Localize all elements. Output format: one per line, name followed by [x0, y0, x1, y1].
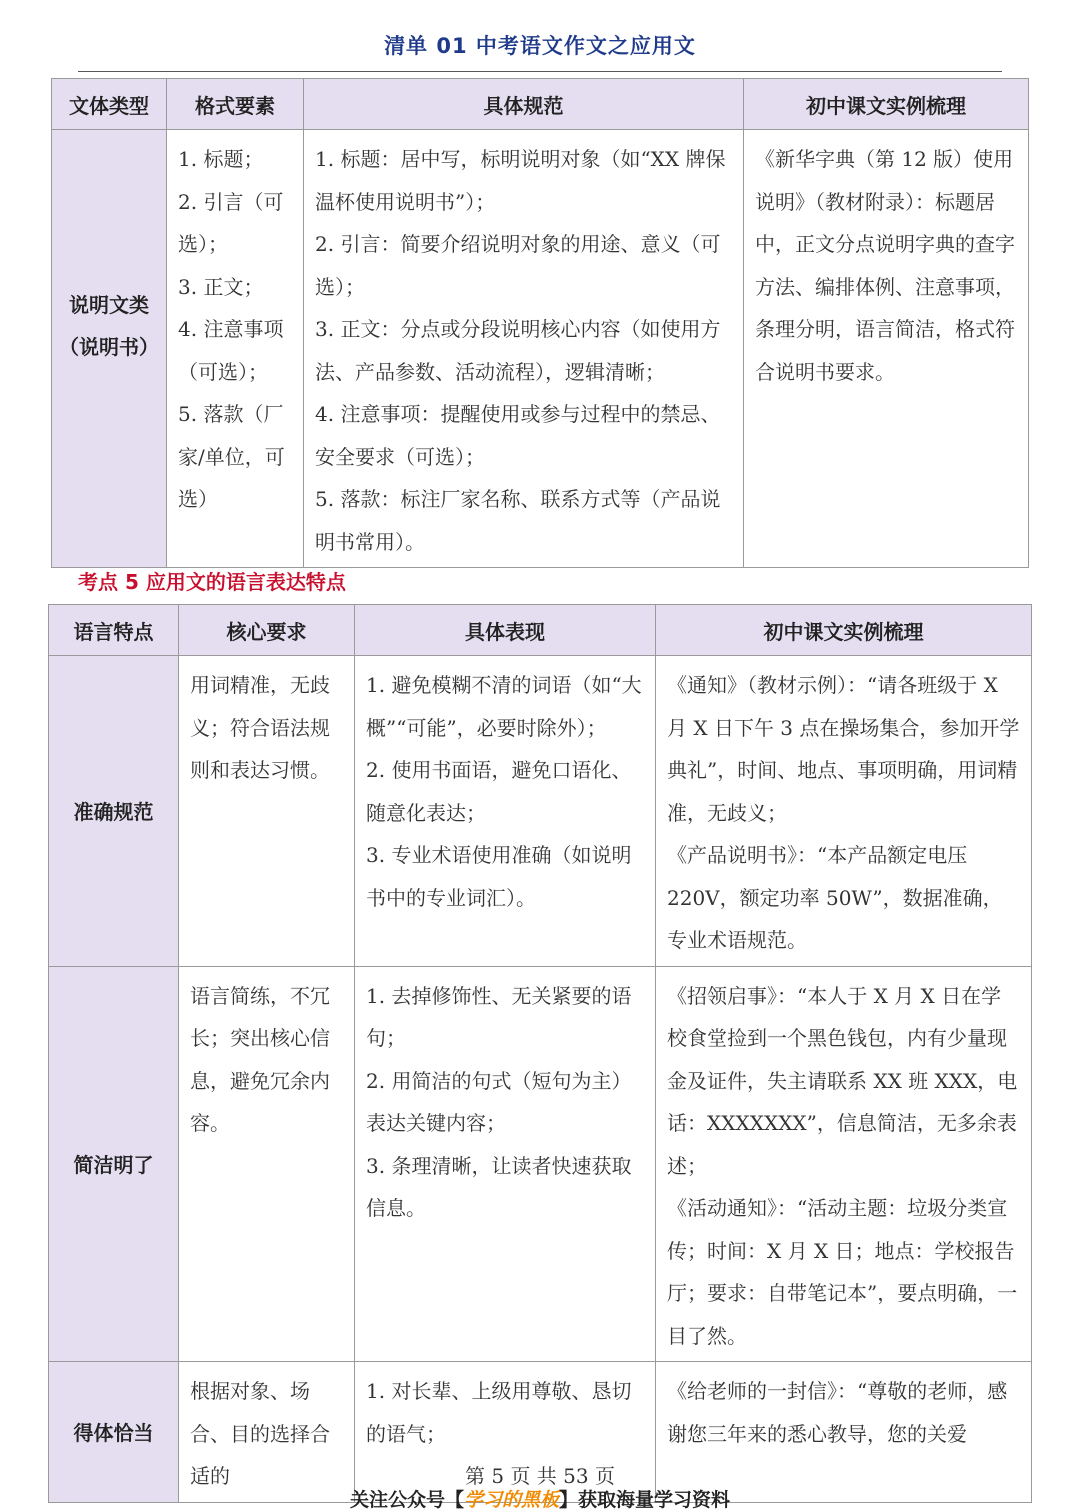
example-text: 《给老师的一封信》：“尊敬的老师，感谢您三年来的悉心教导，您的关爱: [667, 1379, 1008, 1446]
page-number: 第 5 页 共 53 页: [465, 1464, 615, 1488]
slogan-suffix: 】获取海量学习资料: [559, 1489, 731, 1511]
feature-cell: 简洁明了: [49, 966, 179, 1362]
list-item: 1. 标题：居中写，标明说明对象（如“XX 牌保温杯使用说明书”）；: [315, 147, 726, 214]
format-table: [51, 78, 1029, 568]
text-type-cell: 说明文类（说明书）: [52, 130, 167, 568]
column-header: 具体规范: [304, 79, 744, 130]
specification-cell: [304, 130, 744, 568]
example-cell: [744, 130, 1029, 568]
column-header: 初中课文实例梳理: [744, 79, 1029, 130]
list-item: 3. 专业术语使用准确（如说明书中的专业词汇）。: [366, 843, 632, 910]
list-item: 5. 落款：标注厂家名称、联系方式等（产品说明书常用）。: [315, 487, 721, 554]
table-header-row: [49, 605, 1032, 656]
account-logo: 学习的黑板: [463, 1489, 559, 1511]
list-item: 3. 条理清晰，让读者快速获取信息。: [366, 1153, 632, 1220]
column-header: 具体表现: [355, 605, 656, 656]
column-header: 文体类型: [52, 79, 167, 130]
list-item: 4. 注意事项：提醒使用或参与过程中的禁忌、安全要求（可选）；: [315, 402, 721, 469]
example-text: 《产品说明书》：“本产品额定电压 220V，额定功率 50W”，数据准确，专业术语规范。: [667, 843, 1003, 952]
list-item: 2. 使用书面语，避免口语化、随意化表达；: [366, 758, 632, 825]
feature-cell: 准确规范: [49, 656, 179, 967]
language-features-table: [48, 604, 1032, 1503]
examples-cell: [656, 966, 1032, 1362]
list-item: 2. 引言：简要介绍说明对象的用途、意义（可选）；: [315, 232, 721, 299]
format-elements-cell: [167, 130, 304, 568]
example-text: 《活动通知》：“活动主题：垃圾分类宣传；时间：X 月 X 日；地点：学校报告厅；要求：自带笔记本”，要点明确，一目了然。: [667, 1196, 1018, 1348]
column-header: 核心要求: [179, 605, 355, 656]
details-cell: [355, 656, 656, 967]
examples-cell: [656, 656, 1032, 967]
list-item: 3. 正文；: [178, 274, 264, 299]
list-item: 3. 正文：分点或分段说明核心内容（如使用方法、产品参数、活动流程），逻辑清晰；: [315, 317, 721, 384]
list-item: 5. 落款（厂家/单位，可选）: [178, 402, 285, 511]
details-cell: [355, 966, 656, 1362]
column-header: 初中课文实例梳理: [656, 605, 1032, 656]
example-text: 《通知》（教材示例）：“请各班级于 X 月 X 日下午 3 点在操场集合，参加开学典礼”，时间、地点、事项明确，用词精准，无歧义；: [667, 673, 1020, 825]
list-item: 1. 避免模糊不清的词语（如“大概”“可能”，必要时除外）；: [366, 673, 642, 740]
footer-slogan: [0, 1485, 1080, 1512]
header-divider: [78, 71, 1002, 72]
column-header: 语言特点: [49, 605, 179, 656]
list-item: 2. 用简洁的句式（短句为主）表达关键内容；: [366, 1068, 632, 1135]
column-header: 格式要素: [167, 79, 304, 130]
table-header-row: [52, 79, 1029, 130]
table-row: [49, 966, 1032, 1362]
example-text: 《新华字典（第 12 版）使用说明》（教材附录）：标题居中，正文分点说明字典的查字方法、编排体例、注意事项，条理分明，语言简洁，格式符合说明书要求。: [755, 147, 1015, 384]
requirement-cell: 用词精准，无歧义；符合语法规则和表达习惯。: [179, 656, 355, 967]
example-text: 《招领启事》：“本人于 X 月 X 日在学校食堂捡到一个黑色钱包，内有少量现金及证件，失主请联系 XX 班 XXX，电话：XXXXXXX”，信息简洁，无多余表述；: [667, 983, 1018, 1178]
section-heading: 考点 5 应用文的语言表达特点: [78, 570, 346, 594]
list-item: 2. 引言（可选）；: [178, 189, 284, 256]
page-title: 清单 01 中考语文作文之应用文: [384, 34, 696, 58]
requirement-cell: 语言简练，不冗长；突出核心信息，避免冗余内容。: [179, 966, 355, 1362]
list-item: 1. 去掉修饰性、无关紧要的语句；: [366, 983, 632, 1050]
slogan-prefix: 关注公众号【: [349, 1489, 464, 1511]
list-item: 1. 标题；: [178, 147, 264, 171]
requirement-cell: 根据对象、场合、目的选择合适的: [179, 1362, 355, 1503]
list-item: 4. 注意事项（可选）；: [178, 317, 284, 384]
table-row: [49, 656, 1032, 967]
feature-cell: 得体恰当: [49, 1362, 179, 1503]
table-row: [52, 130, 1029, 568]
list-item: 1. 对长辈、上级用尊敬、恳切的语气；: [366, 1379, 632, 1446]
